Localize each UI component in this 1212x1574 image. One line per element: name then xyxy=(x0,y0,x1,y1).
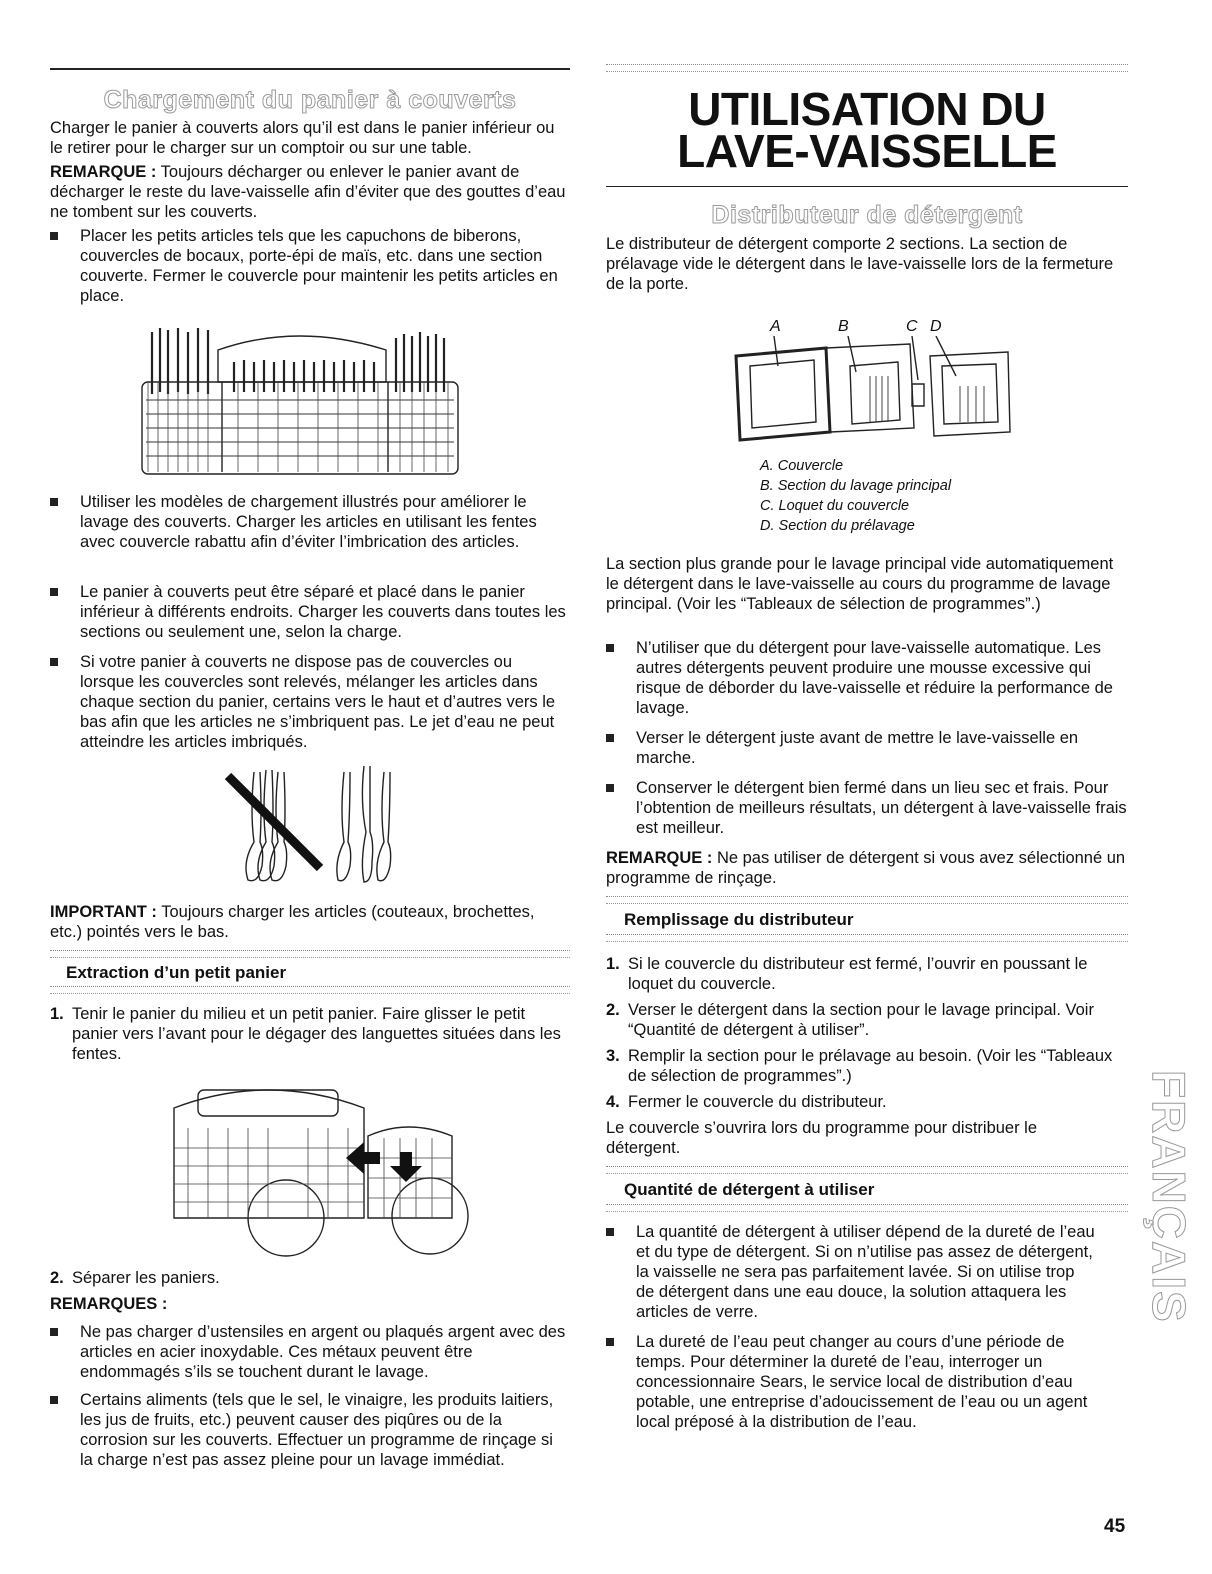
left-section-title: Chargement du panier à couverts xyxy=(103,86,517,114)
bullet-square-icon xyxy=(50,1328,58,1336)
left-bullet-4-text: Si votre panier à couverts ne dispose pas de couvercles ou lorsque les couvercles sont relevés, mélanger les articles dans chaque section du panier, certains vers le haut et d’autres vers le bas afin que les articles ne s’imbriquent pas. Le jet d’eau ne peut atteindre les articles imbriqués. xyxy=(80,653,556,751)
fig-label-c: C xyxy=(906,318,918,335)
left-remarks-label-text: REMARQUES : xyxy=(50,1295,168,1313)
basket-separation-illustration xyxy=(168,1078,478,1258)
right-subsection-1-title: Remplissage du distributeur xyxy=(624,910,854,929)
right-intro: Le distributeur de détergent comporte 2 sections. La section de prélavage vide le détergent dans le lave-vaisselle lors de la fermeture de la porte. xyxy=(606,235,1114,293)
detergent-dispenser-illustration xyxy=(730,336,1016,446)
bullet-square-icon xyxy=(606,1228,614,1236)
right-step-3-number: 3. xyxy=(606,1047,620,1065)
bullet-square-icon xyxy=(50,658,58,666)
right-bullet-1 xyxy=(606,638,1128,718)
right-bullet-2 xyxy=(606,728,1128,768)
left-bullet-3-text: Le panier à couverts peut être séparé et placé dans le panier inférieur à différents endroits. Charger les couverts dans toutes les sections ou seulement une, selon la charge. xyxy=(80,583,566,641)
left-intro: Charger le panier à couverts alors qu’il est dans le panier inférieur ou le retirer pour le charger sur un comptoir ou sur une table. xyxy=(50,119,555,157)
bullet-square-icon xyxy=(606,644,614,652)
left-note-label: REMARQUE : xyxy=(50,163,157,181)
fig-label-b: B xyxy=(838,318,849,335)
legend-a: A. Couvercle xyxy=(760,458,844,474)
legend-d: D. Section du prélavage xyxy=(760,518,915,534)
page-number: 45 xyxy=(1104,1516,1126,1537)
fig-label-d: D xyxy=(930,318,942,335)
bullet-square-icon xyxy=(50,232,58,240)
left-bullet-3 xyxy=(50,582,570,642)
right-sub1-rule-top xyxy=(606,896,1128,904)
right-step-3 xyxy=(606,1046,1128,1086)
nested-spoons-illustration xyxy=(224,762,414,888)
left-remark-2-text: Certains aliments (tels que le sel, le vinaigre, les produits laitiers, les jus de fruits, etc.) peuvent causer des piqûres ou de la corrosion sur les couverts. Effectuer un programme de rinçage si la charge n’est pas assez pleine pour un lavage immédiat. xyxy=(80,1391,554,1469)
right-qbullet-1 xyxy=(606,1222,1096,1322)
right-step-2-number: 2. xyxy=(606,1001,620,1019)
right-step-1 xyxy=(606,954,1128,994)
left-bullet-1 xyxy=(50,226,570,306)
bullet-square-icon xyxy=(606,734,614,742)
right-subsection-2-title: Quantité de détergent à utiliser xyxy=(624,1180,875,1199)
left-step-2-text: Séparer les paniers. xyxy=(72,1269,220,1287)
right-sub2-rule-bottom xyxy=(606,1204,1128,1212)
left-top-rule xyxy=(50,68,570,70)
left-step-1 xyxy=(50,1004,570,1064)
left-subsection-title: Extraction d’un petit panier xyxy=(66,963,287,982)
left-important-text: Toujours charger les articles (couteaux, brochettes, etc.) pointés vers le bas. xyxy=(50,903,535,941)
right-note-label: REMARQUE : xyxy=(606,849,713,867)
left-bullet-2 xyxy=(50,492,570,552)
right-step-4-number: 4. xyxy=(606,1093,620,1111)
right-section-title: Distributeur de détergent xyxy=(711,201,1023,229)
left-step-2 xyxy=(50,1268,570,1288)
language-side-tab: FRANÇAIS xyxy=(1143,1070,1195,1324)
left-step-1-number: 1. xyxy=(50,1005,64,1023)
left-bullet-1-text: Placer les petits articles tels que les capuchons de biberons, couvercles de bocaux, porte-épi de maïs, etc. dans une section couverte. Fermer le couvercle pour maintenir les petits articles en place. xyxy=(80,227,558,305)
left-remark-1-text: Ne pas charger d’ustensiles en argent ou plaqués argent avec des articles en acier inoxydable. Ces métaux peuvent être endommagés s’ils se touchent durant le lavage. xyxy=(80,1323,566,1381)
legend-b: B. Section du lavage principal xyxy=(760,478,952,494)
left-important xyxy=(50,902,570,942)
right-bullet-3 xyxy=(606,778,1128,838)
left-sub-rule-top xyxy=(50,950,570,958)
right-bullet-1-text: N’utiliser que du détergent pour lave-vaisselle automatique. Les autres détergents peuvent produire une mousse excessive qui risque de déborder du lave-vaisselle et réduire la performance de lavage. xyxy=(636,639,1113,717)
right-qbullet-1-text: La quantité de détergent à utiliser dépend de la dureté de l’eau et du type de détergent. Si on n’utilise pas assez de détergent, la vaisselle ne sera pas parfaitement lavée. Si on utilise trop de détergent dans une eau douce, la solution attaquera les articles de verre. xyxy=(636,1223,1095,1321)
bullet-square-icon xyxy=(606,1338,614,1346)
right-top-rule xyxy=(606,64,1128,72)
right-after-steps: Le couvercle s’ouvrira lors du programme pour distribuer le détergent. xyxy=(606,1119,1038,1157)
right-note-text: Ne pas utiliser de détergent si vous avez sélectionné un programme de rinçage. xyxy=(606,849,1126,887)
right-step-2 xyxy=(606,1000,1128,1040)
right-sub2-rule-top xyxy=(606,1166,1128,1174)
right-step-2-text: Verser le détergent dans la section pour le lavage principal. Voir “Quantité de détergent à utiliser”. xyxy=(628,1001,1094,1039)
bullet-square-icon xyxy=(50,1396,58,1404)
figure-legend xyxy=(760,456,951,536)
right-bullet-2-text: Verser le détergent juste avant de mettre le lave-vaisselle en marche. xyxy=(636,729,1079,767)
bullet-square-icon xyxy=(606,784,614,792)
right-qbullet-2 xyxy=(606,1332,1096,1432)
fig-label-a: A xyxy=(770,318,781,335)
right-step-4-text: Fermer le couvercle du distributeur. xyxy=(628,1093,887,1111)
legend-c: C. Loquet du couvercle xyxy=(760,498,910,514)
left-bullet-4 xyxy=(50,652,570,752)
right-step-1-text: Si le couvercle du distributeur est fermé, l’ouvrir en poussant le loquet du couvercle. xyxy=(628,955,1088,993)
main-title-line-1: UTILISATION DU xyxy=(688,83,1046,135)
right-section-rule xyxy=(606,186,1128,187)
right-step-4 xyxy=(606,1092,1128,1112)
left-step-1-text: Tenir le panier du milieu et un petit panier. Faire glisser le petit panier vers l’avant pour le dégager des languettes situées dans les fentes. xyxy=(72,1005,561,1063)
bullet-square-icon xyxy=(50,498,58,506)
right-step-3-text: Remplir la section pour le prélavage au besoin. (Voir les “Tableaux de sélection de programmes”.) xyxy=(628,1047,1113,1085)
left-note xyxy=(50,162,570,222)
right-step-1-number: 1. xyxy=(606,955,620,973)
left-sub-rule-bottom xyxy=(50,986,570,994)
left-bullet-2-text: Utiliser les modèles de chargement illustrés pour améliorer le lavage des couverts. Charger les articles en utilisant les fentes avec couvercle rabattu afin d’éviter l’imbrication des articles. xyxy=(80,493,537,551)
bullet-square-icon xyxy=(50,588,58,596)
left-remark-1 xyxy=(50,1322,570,1382)
left-remark-2 xyxy=(50,1390,570,1470)
right-note xyxy=(606,848,1128,888)
right-para-2: La section plus grande pour le lavage principal vide automatiquement le détergent dans le lave-vaisselle au cours du programme de lavage principal. (Voir les “Tableaux de sélection de programmes”.) xyxy=(606,555,1114,613)
right-bullet-3-text: Conserver le détergent bien fermé dans un lieu sec et frais. Pour l’obtention de meilleurs résultats, un détergent à lave-vaisselle frais est meilleur. xyxy=(636,779,1127,837)
left-important-label: IMPORTANT : xyxy=(50,903,157,921)
left-note-text: Toujours décharger ou enlever le panier avant de décharger le reste du lave-vaisselle afin d’éviter que des gouttes d’eau ne tombent sur les couverts. xyxy=(50,163,566,221)
main-title-line-2: LAVE-VAISSELLE xyxy=(677,125,1057,177)
left-remarks-label xyxy=(50,1294,167,1314)
right-qbullet-2-text: La dureté de l’eau peut changer au cours d’une période de temps. Pour déterminer la dureté de l’eau, interroger un concessionnaire Sears, le service local de distribution d’eau potable, une entreprise d’adoucissement de l’eau ou un agent local préposé à la distribution de l’eau. xyxy=(636,1333,1088,1431)
right-sub1-rule-bottom xyxy=(606,934,1128,942)
left-step-2-number: 2. xyxy=(50,1269,64,1287)
silverware-basket-illustration xyxy=(138,322,462,480)
